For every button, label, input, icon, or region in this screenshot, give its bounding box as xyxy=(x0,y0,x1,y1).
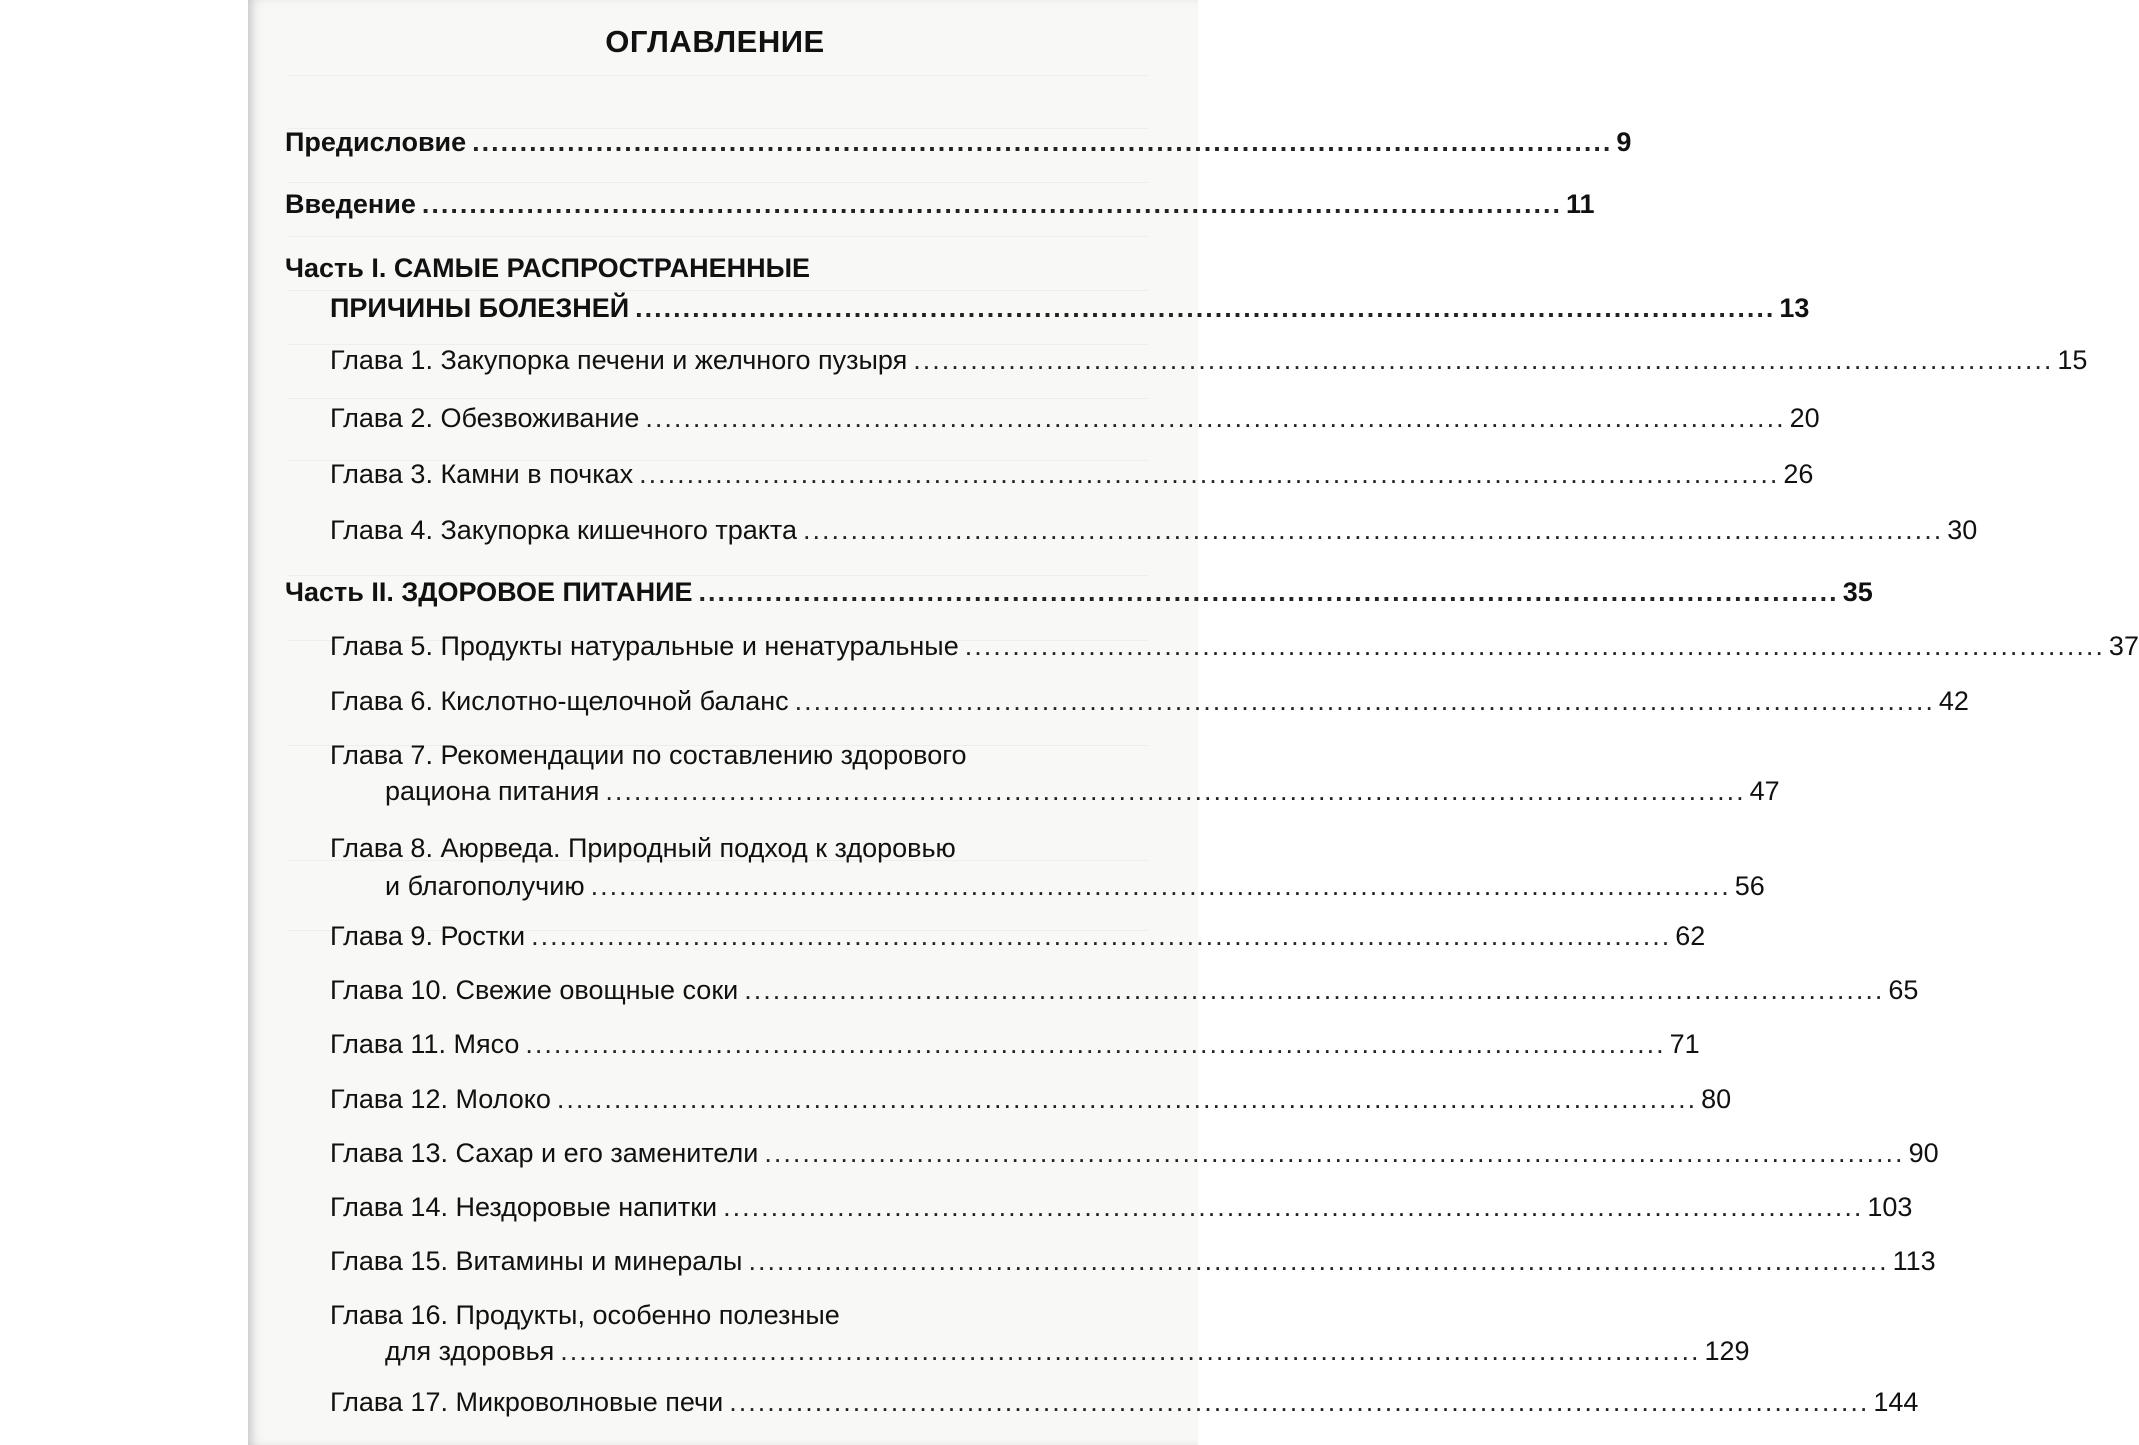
leader-dots: ........................................................................................................................ xyxy=(645,403,1786,433)
entry-label: Глава 13. Сахар и его заменители xyxy=(330,1138,759,1168)
entry-label: Предисловие xyxy=(285,127,467,157)
toc-part-2[interactable] xyxy=(285,574,1873,610)
toc-chapter-14[interactable] xyxy=(285,1189,1913,1225)
entry-page: 71 xyxy=(1669,1029,1700,1059)
toc-chapter-10[interactable] xyxy=(285,972,1919,1008)
toc-title: ОГЛАВЛЕНИЕ xyxy=(605,24,825,59)
toc-chapter-9[interactable] xyxy=(285,918,1706,954)
toc-chapter-2[interactable] xyxy=(285,400,1820,436)
entry-page: 35 xyxy=(1842,577,1873,607)
entry-page: 80 xyxy=(1701,1084,1732,1114)
toc-chapter-3[interactable] xyxy=(285,456,1814,492)
leader-dots: ........................................................................................................................ xyxy=(729,1387,1870,1417)
entry-page: 26 xyxy=(1783,459,1814,489)
toc-chapter-8[interactable] xyxy=(285,830,1765,904)
leader-dots: ........................................................................................................................ xyxy=(698,577,1839,607)
entry-label-line1: Глава 7. Рекомендации по составлению здорового xyxy=(330,740,967,770)
entry-label: Глава 2. Обезвоживание xyxy=(330,403,640,433)
entry-label-line2: рациона питания xyxy=(385,776,600,806)
entry-page: 65 xyxy=(1888,975,1919,1005)
leader-dots: ........................................................................................................................ xyxy=(964,631,2105,661)
toc-chapter-5[interactable] xyxy=(285,628,2139,664)
leader-dots: ........................................................................................................................ xyxy=(639,459,1780,489)
toc-part-1[interactable] xyxy=(285,250,1810,326)
toc-chapter-1[interactable] xyxy=(285,342,2088,378)
entry-page: 42 xyxy=(1938,686,1969,716)
entry-label: Глава 1. Закупорка печени и желчного пузыря xyxy=(330,345,908,375)
entry-page: 56 xyxy=(1734,871,1765,901)
leader-dots: ........................................................................................................................ xyxy=(803,515,1944,545)
entry-label: Глава 9. Ростки xyxy=(330,921,526,951)
toc-chapter-17[interactable] xyxy=(285,1384,1919,1420)
toc-chapter-12[interactable] xyxy=(285,1081,1732,1117)
leader-dots: ........................................................................................................................ xyxy=(744,975,1885,1005)
table-of-contents xyxy=(285,0,2139,1445)
entry-label: Глава 3. Камни в почках xyxy=(330,459,634,489)
toc-entry-preface[interactable] xyxy=(285,124,1632,160)
leader-dots: ........................................................................................................................ xyxy=(605,776,1746,806)
entry-label: Глава 12. Молоко xyxy=(330,1084,551,1114)
toc-chapter-13[interactable] xyxy=(285,1135,1939,1171)
leader-dots: ........................................................................................................................ xyxy=(913,345,2054,375)
leader-dots: ........................................................................................................................ xyxy=(421,189,1563,219)
entry-page: 129 xyxy=(1704,1336,1750,1366)
entry-label: Введение xyxy=(285,189,416,219)
leader-dots: ........................................................................................................................ xyxy=(472,127,1613,157)
entry-page: 47 xyxy=(1749,776,1780,806)
entry-page: 30 xyxy=(1947,515,1978,545)
entry-label: Глава 15. Витамины и минералы xyxy=(330,1246,743,1276)
toc-chapter-6[interactable] xyxy=(285,683,1969,719)
leader-dots: ........................................................................................................................ xyxy=(748,1246,1889,1276)
entry-label-line1: Глава 16. Продукты, особенно полезные xyxy=(330,1300,840,1330)
toc-chapter-4[interactable] xyxy=(285,512,1978,548)
part-label-line1: Часть I. САМЫЕ РАСПРОСТРАНЕННЫЕ xyxy=(285,253,811,283)
entry-label: Глава 11. Мясо xyxy=(330,1029,520,1059)
part-label-line2: ПРИЧИНЫ БОЛЕЗНЕЙ xyxy=(330,293,630,323)
toc-chapter-16[interactable] xyxy=(285,1297,1750,1369)
entry-page: 103 xyxy=(1867,1192,1913,1222)
entry-label-line2: для здоровья xyxy=(385,1336,555,1366)
entry-page: 90 xyxy=(1908,1138,1939,1168)
toc-chapter-15[interactable] xyxy=(285,1243,1936,1279)
entry-label: Глава 14. Нездоровые напитки xyxy=(330,1192,718,1222)
toc-chapter-7[interactable] xyxy=(285,737,1780,809)
part-label: Часть II. ЗДОРОВОЕ ПИТАНИЕ xyxy=(285,577,693,607)
leader-dots: ........................................................................................................................ xyxy=(560,1336,1701,1366)
leader-dots: ........................................................................................................................ xyxy=(531,921,1672,951)
entry-page: 62 xyxy=(1675,921,1706,951)
leader-dots: ........................................................................................................................ xyxy=(556,1084,1698,1114)
entry-page: 20 xyxy=(1789,403,1820,433)
leader-dots: ........................................................................................................................ xyxy=(635,293,1776,323)
entry-page: 9 xyxy=(1616,127,1632,157)
entry-page: 13 xyxy=(1779,293,1810,323)
entry-label: Глава 6. Кислотно-щелочной баланс xyxy=(330,686,789,716)
entry-label: Глава 17. Микроволновые печи xyxy=(330,1387,724,1417)
leader-dots: ........................................................................................................................ xyxy=(764,1138,1905,1168)
toc-chapter-11[interactable] xyxy=(285,1026,1700,1062)
entry-page: 11 xyxy=(1566,189,1595,219)
entry-label: Глава 5. Продукты натуральные и ненатуральные xyxy=(330,631,959,661)
leader-dots: ........................................................................................................................ xyxy=(794,686,1935,716)
entry-page: 15 xyxy=(2057,345,2088,375)
entry-page: 144 xyxy=(1873,1387,1919,1417)
entry-label-line1: Глава 8. Аюрведа. Природный подход к здоровью xyxy=(330,833,956,863)
entry-page: 37 xyxy=(2108,631,2139,661)
entry-page: 113 xyxy=(1892,1246,1936,1276)
entry-label: Глава 4. Закупорка кишечного тракта xyxy=(330,515,798,545)
leader-dots: ........................................................................................................................ xyxy=(525,1029,1666,1059)
leader-dots: ........................................................................................................................ xyxy=(723,1192,1864,1222)
entry-label-line2: и благополучию xyxy=(385,871,585,901)
toc-entry-introduction[interactable] xyxy=(285,186,1595,222)
entry-label: Глава 10. Свежие овощные соки xyxy=(330,975,739,1005)
leader-dots: ........................................................................................................................ xyxy=(590,871,1731,901)
